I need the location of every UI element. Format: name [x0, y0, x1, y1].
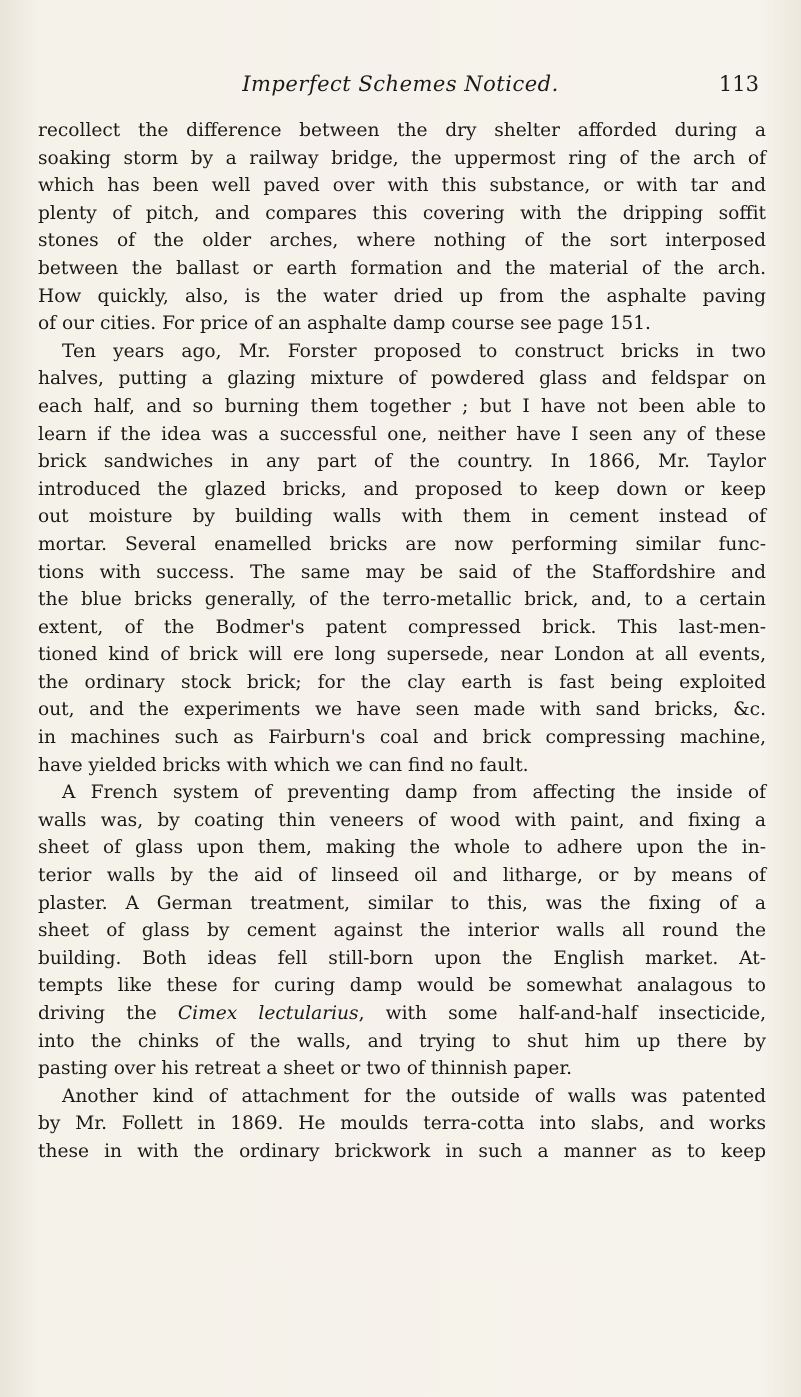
text-line: introduced the glazed bricks, and proposed to keep down or keep [38, 478, 766, 500]
text-line: halves, putting a glazing mixture of powdered glass and feldspar on [38, 368, 766, 390]
text-line: walls was, by coating thin veneers of wood with paint, and fixing a [38, 809, 766, 831]
text-line: out moisture by building walls with them in cement instead of [38, 506, 766, 528]
text-line: tempts like these for curing damp would be somewhat analagous to [38, 975, 766, 997]
text-line: recollect the difference between the dry shelter afforded during a [38, 120, 766, 141]
text-line: driving the Cimex lectularius, with some half-and-half insecticide, [38, 1003, 766, 1024]
text-line: between the ballast or earth formation and the material of the arch. [38, 257, 766, 279]
text-line: out, and the experiments we have seen made with sand bricks, &c. [38, 699, 766, 721]
text-line: How quickly, also, is the water dried up from the asphalte paving [38, 285, 766, 307]
text-line: learn if the idea was a successful one, neither have I seen any of these [38, 423, 766, 445]
text-line: tions with success. The same may be said of the Staffordshire and [38, 561, 766, 583]
text-line: in machines such as Fairburn's coal and brick compressing machine, [38, 727, 766, 749]
text-line: sheet of glass upon them, making the whole to adhere upon the in- [38, 837, 766, 859]
text-line: brick sandwiches in any part of the country. In 1866, Mr. Taylor [38, 451, 766, 473]
text-line: these in with the ordinary brickwork in such a manner as to keep [38, 1140, 766, 1162]
text-line: have yielded bricks with which we can find no fault. [38, 754, 529, 776]
running-title: Imperfect Schemes Noticed. [242, 72, 559, 96]
text-line: into the chinks of the walls, and trying to shut him up there by [38, 1030, 766, 1052]
text-line: plaster. A German treatment, similar to this, was the fixing of a [38, 892, 766, 914]
text-line: extent, of the Bodmer's patent compressed brick. This last-men- [38, 616, 766, 638]
text-line: terior walls by the aid of linseed oil and litharge, or by means of [38, 865, 766, 887]
text-line: sheet of glass by cement against the interior walls all round the [38, 920, 766, 942]
text-line: Ten years ago, Mr. Forster proposed to construct bricks in two [62, 340, 766, 362]
page-number: 113 [718, 72, 759, 96]
text-line: A French system of preventing damp from affecting the inside of [62, 782, 766, 804]
text-line: the ordinary stock brick; for the clay earth is fast being exploited [38, 671, 766, 693]
text-line: of our cities. For price of an asphalte damp course see page 151. [38, 313, 651, 335]
body-text [38, 117, 766, 1166]
text-line: tioned kind of brick will ere long supersede, near London at all events, [38, 644, 766, 666]
text-line: which has been well paved over with this substance, or with tar and [38, 175, 766, 197]
text-line: the blue bricks generally, of the terro-metallic brick, and, to a certain [38, 589, 766, 611]
text-line: Another kind of attachment for the outside of walls was patented [62, 1085, 766, 1107]
text-line: stones of the older arches, where nothing of the sort interposed [38, 230, 766, 252]
text-line: each half, and so burning them together ; but I have not been able to [38, 395, 766, 417]
text-line: pasting over his retreat a sheet or two of thinnish paper. [38, 1058, 573, 1080]
text-line: mortar. Several enamelled bricks are now performing similar func- [38, 533, 766, 555]
text-line: by Mr. Follett in 1869. He moulds terra-cotta into slabs, and works [38, 1113, 766, 1135]
page-header [0, 72, 801, 102]
text-line: building. Both ideas fell still-born upon the English market. At- [38, 947, 766, 969]
text-line: soaking storm by a railway bridge, the uppermost ring of the arch of [38, 147, 766, 169]
text-line: plenty of pitch, and compares this covering with the dripping soffit [38, 202, 766, 224]
